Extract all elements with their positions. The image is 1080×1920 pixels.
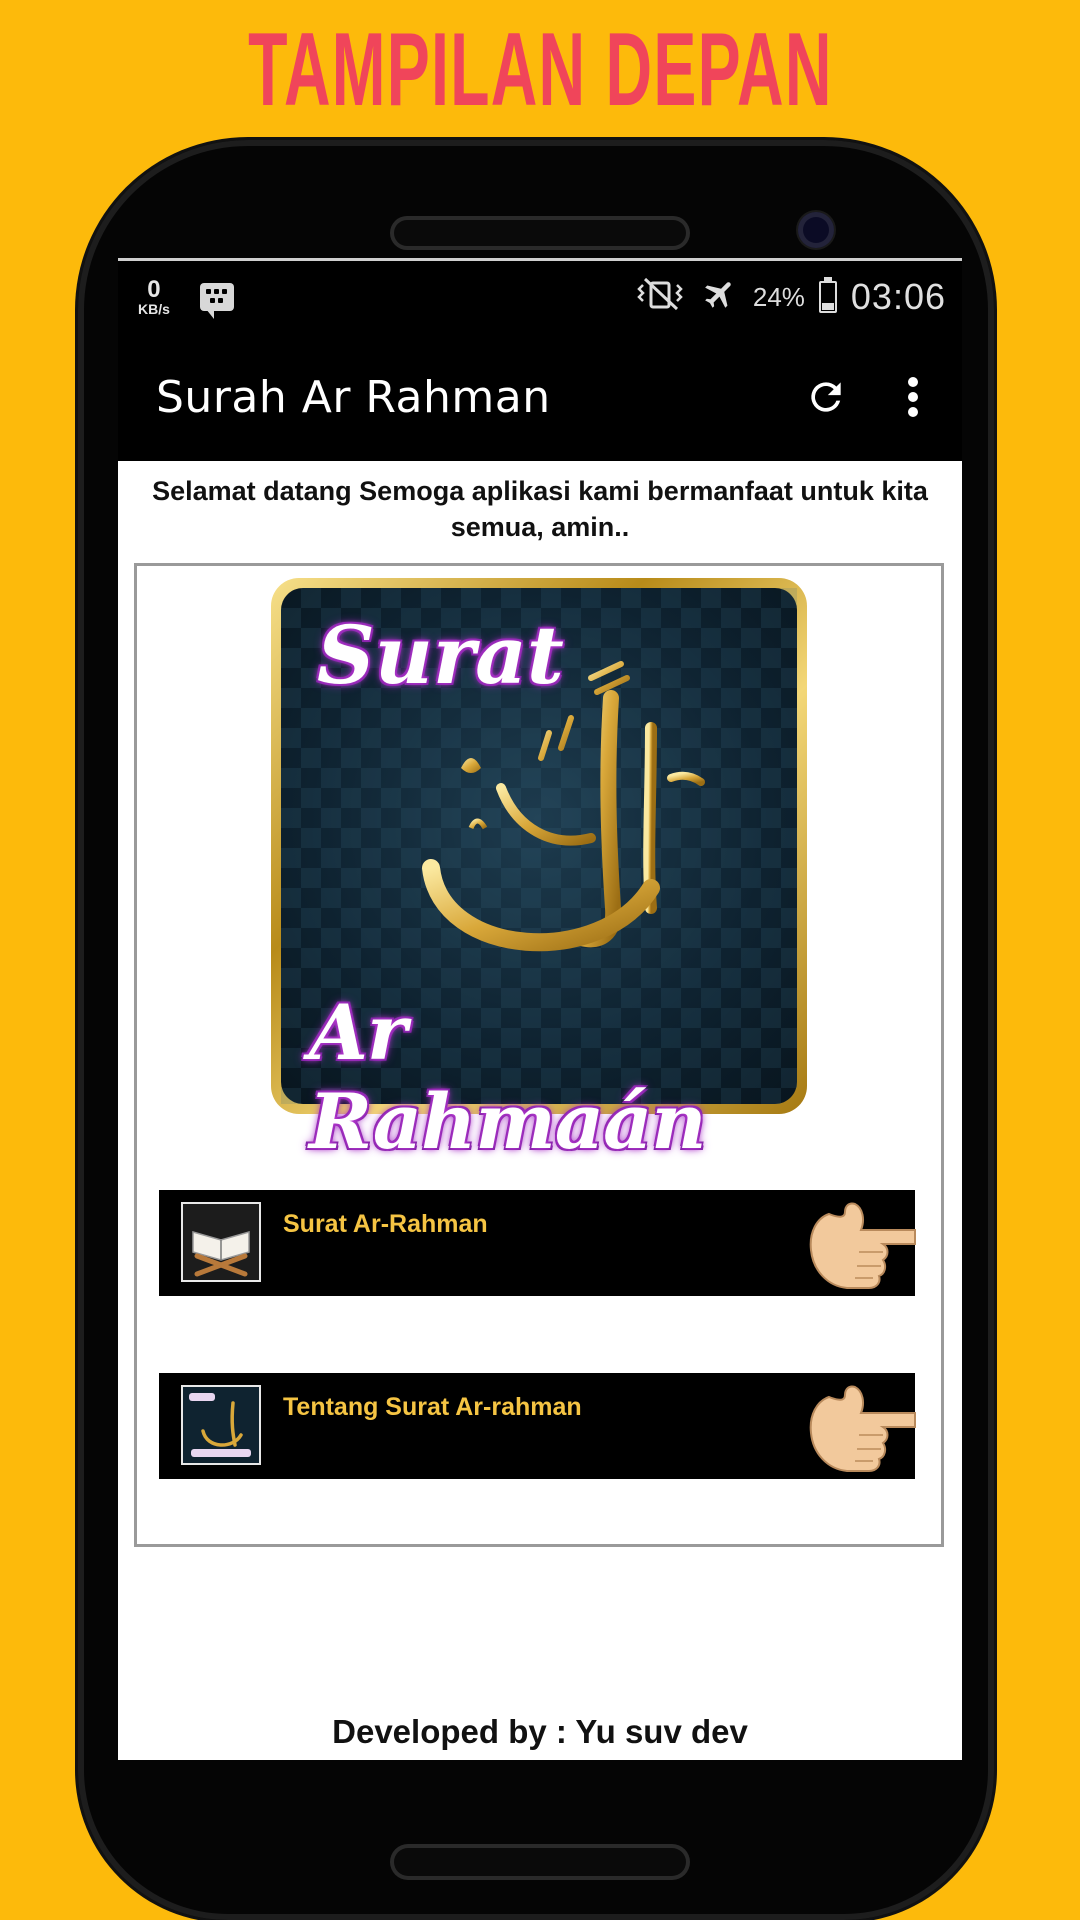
status-bar (118, 261, 962, 333)
welcome-message: Selamat datang Semoga aplikasi kami bermanfaat untuk kita semua, amin.. (152, 476, 928, 542)
refresh-icon[interactable] (804, 375, 848, 419)
airplane-icon (701, 276, 739, 319)
logo-bottom-text: Ar Rahmaán (309, 988, 706, 1166)
phone-camera (798, 212, 834, 248)
quran-book-icon (181, 1202, 261, 1282)
menu-item-tentang-surat-ar-rahman[interactable] (159, 1373, 915, 1479)
pointing-hand-icon (799, 1373, 915, 1484)
battery-icon (819, 281, 837, 313)
phone-bottom-speaker (390, 1844, 690, 1880)
developer-credit: Developed by : Yu suv dev (332, 1713, 748, 1750)
pointing-hand-icon (799, 1190, 915, 1301)
app-title: Surah Ar Rahman (156, 371, 551, 423)
menu-item-label: Surat Ar-Rahman (283, 1210, 488, 1238)
network-speed-value: 0 (147, 276, 161, 303)
bbm-icon (200, 283, 234, 311)
vibrate-icon (633, 277, 687, 318)
phone-screen (118, 258, 962, 1760)
clock: 03:06 (850, 276, 946, 317)
overflow-menu-icon[interactable] (906, 375, 920, 419)
arabic-calligraphy-icon (351, 658, 731, 998)
logo-top-text: Surat (317, 608, 564, 702)
menu-item-surat-ar-rahman[interactable] (159, 1190, 915, 1296)
app-bar (118, 333, 962, 461)
main-card (134, 563, 944, 1547)
ar-rahman-logo-icon (181, 1385, 261, 1465)
battery-percent: 24% (752, 281, 805, 312)
banner-title: TAMPILAN DEPAN (247, 11, 833, 128)
phone-frame (78, 140, 994, 1920)
ar-rahman-logo (271, 578, 807, 1166)
phone-speaker (390, 216, 690, 250)
battery-fill (822, 303, 834, 310)
network-speed (138, 278, 170, 316)
menu-item-label: Tentang Surat Ar-rahman (283, 1393, 582, 1421)
network-speed-unit: KB/s (138, 301, 170, 317)
header-banner (0, 0, 1080, 140)
